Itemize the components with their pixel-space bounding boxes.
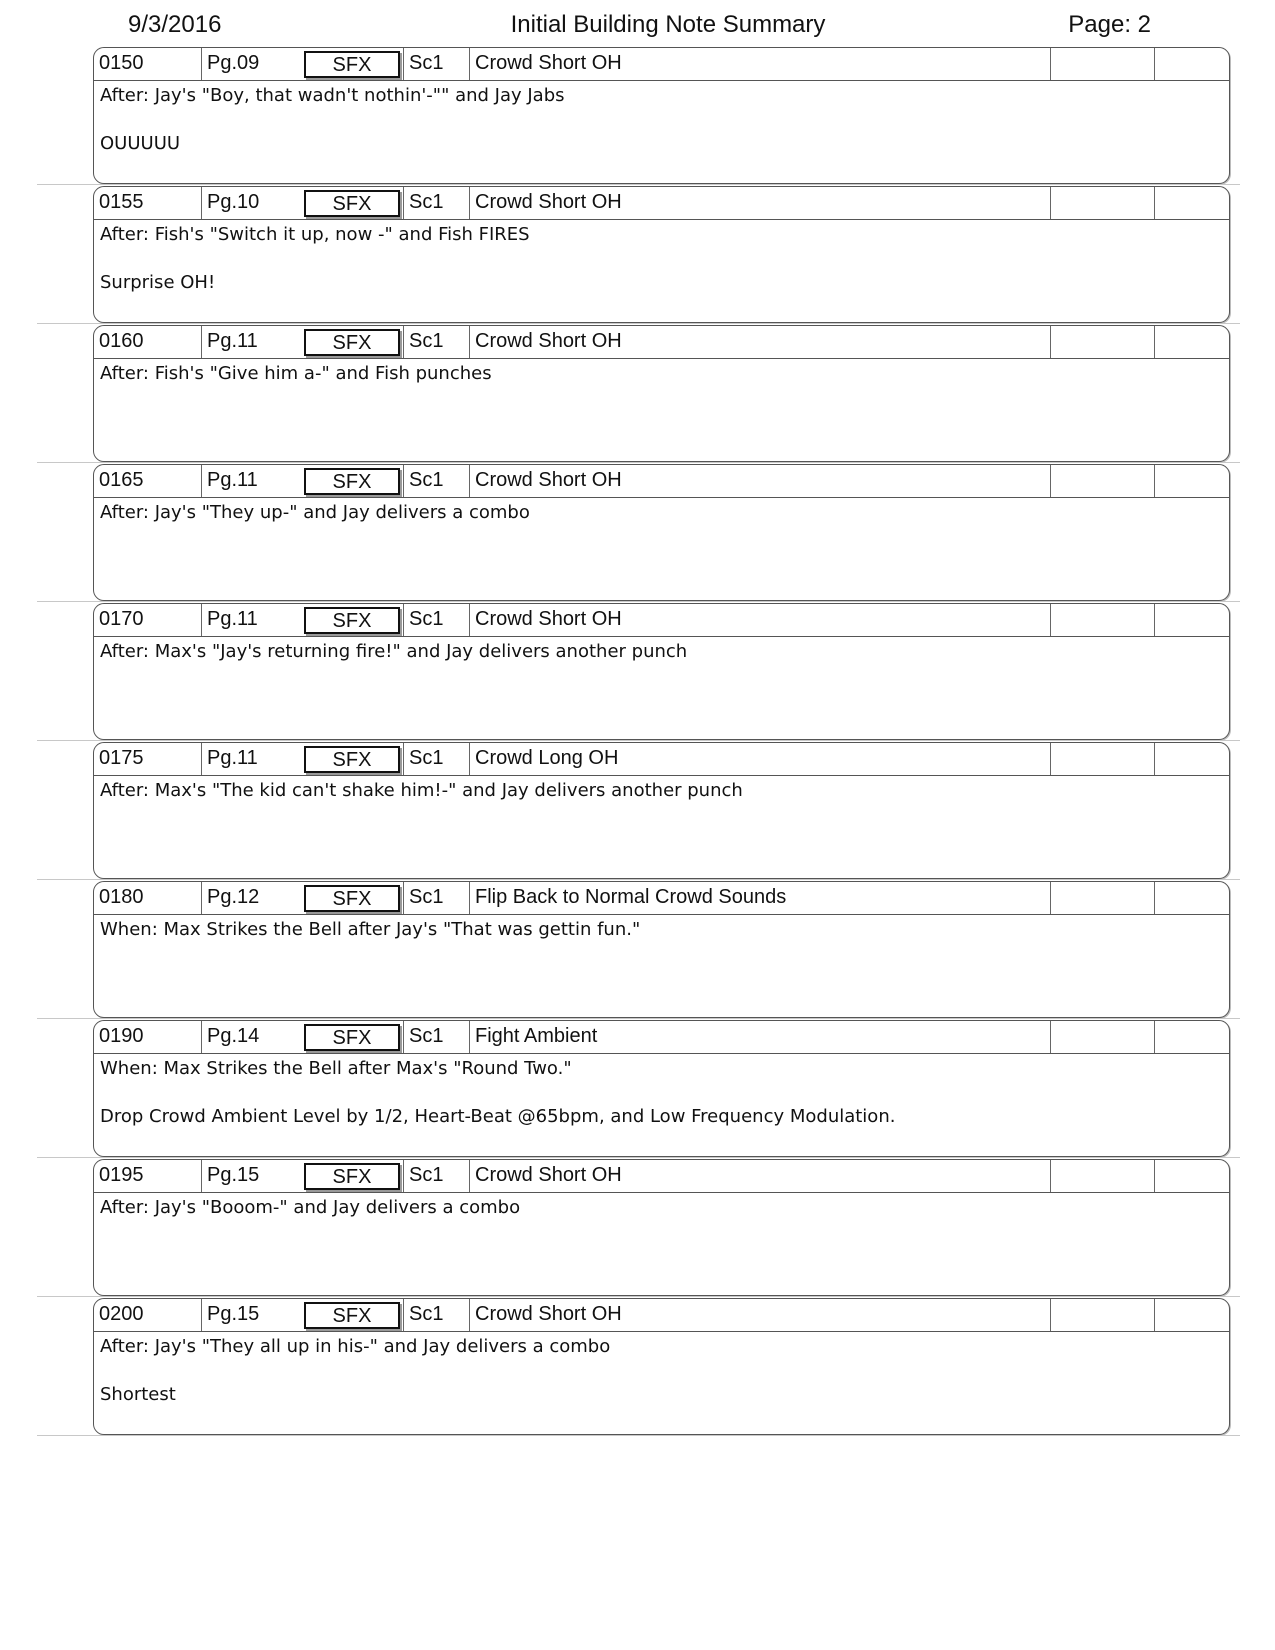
note-card	[93, 464, 1230, 601]
note-scene: Sc1	[403, 326, 470, 358]
note-card	[93, 1159, 1230, 1296]
note-extra-field-2	[1155, 1160, 1229, 1192]
note-header-row	[94, 1299, 1229, 1332]
note-description: Crowd Short OH	[470, 326, 1051, 358]
note-scene: Sc1	[403, 1160, 470, 1192]
note-extra-field-1	[1051, 743, 1155, 775]
note-page: Pg.11	[207, 469, 258, 491]
note-type-badge: SFX	[304, 607, 400, 634]
row-separator	[37, 601, 1240, 602]
note-card	[93, 603, 1230, 740]
note-number: 0190	[94, 1021, 202, 1053]
note-body	[94, 1193, 1229, 1268]
note-extra-field-2	[1155, 326, 1229, 358]
note-header-row	[94, 465, 1229, 498]
note-header-row	[94, 48, 1229, 81]
note-detail-text	[100, 966, 1229, 990]
note-description: Fight Ambient	[470, 1021, 1051, 1053]
note-cue-text: After: Max's "Jay's returning fire!" and Jay delivers another punch	[100, 641, 688, 662]
note-detail-text	[100, 549, 1229, 573]
note-body	[94, 1054, 1229, 1129]
row-separator	[37, 1296, 1240, 1297]
note-extra-field-2	[1155, 743, 1229, 775]
report-date: 9/3/2016	[128, 11, 222, 38]
note-page: Pg.11	[207, 608, 258, 630]
note-extra-field-2	[1155, 882, 1229, 914]
note-spacer	[100, 1081, 1229, 1105]
note-header-row	[94, 326, 1229, 359]
note-page: Pg.09	[207, 52, 260, 74]
note-detail-text: Surprise OH!	[100, 272, 216, 293]
note-detail-text: OUUUUU	[100, 133, 181, 154]
note-scene: Sc1	[403, 1299, 470, 1331]
note-description: Crowd Short OH	[470, 604, 1051, 636]
note-card	[93, 1298, 1230, 1435]
note-page: Pg.15	[207, 1164, 260, 1186]
note-scene: Sc1	[403, 743, 470, 775]
note-detail-text	[100, 827, 1229, 851]
note-page: Pg.10	[207, 191, 260, 213]
row-separator	[37, 1018, 1240, 1019]
note-type-badge: SFX	[304, 885, 400, 912]
note-body	[94, 776, 1229, 851]
note-body	[94, 915, 1229, 990]
note-description: Crowd Short OH	[470, 465, 1051, 497]
note-header-row	[94, 882, 1229, 915]
note-page: Pg.14	[207, 1025, 260, 1047]
note-cue-text: When: Max Strikes the Bell after Jay's "That was gettin fun."	[100, 919, 641, 940]
note-body	[94, 1332, 1229, 1407]
note-type-badge: SFX	[304, 1163, 400, 1190]
note-number: 0160	[94, 326, 202, 358]
row-separator	[37, 1157, 1240, 1158]
note-number: 0200	[94, 1299, 202, 1331]
note-type-badge: SFX	[304, 1302, 400, 1329]
note-spacer	[100, 386, 1229, 410]
note-extra-field-2	[1155, 187, 1229, 219]
note-extra-field-1	[1051, 326, 1155, 358]
note-header-row	[94, 1021, 1229, 1054]
note-page: Pg.11	[207, 330, 258, 352]
note-card	[93, 1020, 1230, 1157]
note-scene: Sc1	[403, 465, 470, 497]
note-page: Pg.12	[207, 886, 260, 908]
note-header-row	[94, 187, 1229, 220]
note-description: Flip Back to Normal Crowd Sounds	[470, 882, 1051, 914]
row-separator	[37, 1435, 1240, 1436]
note-page: Pg.11	[207, 747, 258, 769]
note-number: 0195	[94, 1160, 202, 1192]
note-type-badge: SFX	[304, 1024, 400, 1051]
note-extra-field-2	[1155, 1299, 1229, 1331]
note-cue-text: After: Fish's "Switch it up, now -" and Fish FIRES	[100, 224, 530, 245]
note-description: Crowd Short OH	[470, 1160, 1051, 1192]
note-card	[93, 47, 1230, 184]
note-extra-field-1	[1051, 187, 1155, 219]
note-type-badge: SFX	[304, 746, 400, 773]
note-spacer	[100, 664, 1229, 688]
note-scene: Sc1	[403, 1021, 470, 1053]
note-body	[94, 220, 1229, 295]
note-type-badge: SFX	[304, 51, 400, 78]
note-description: Crowd Short OH	[470, 187, 1051, 219]
note-header-row	[94, 604, 1229, 637]
note-extra-field-1	[1051, 1160, 1155, 1192]
note-card	[93, 186, 1230, 323]
note-scene: Sc1	[403, 604, 470, 636]
note-spacer	[100, 1359, 1229, 1383]
note-type-badge: SFX	[304, 468, 400, 495]
note-spacer	[100, 803, 1229, 827]
note-header-row	[94, 743, 1229, 776]
note-scene: Sc1	[403, 187, 470, 219]
note-type-badge: SFX	[304, 329, 400, 356]
note-body	[94, 637, 1229, 712]
note-spacer	[100, 108, 1229, 132]
note-number: 0180	[94, 882, 202, 914]
note-body	[94, 498, 1229, 573]
note-description: Crowd Short OH	[470, 1299, 1051, 1331]
note-cue-text: After: Jay's "They all up in his-" and Jay delivers a combo	[100, 1336, 611, 1357]
note-extra-field-2	[1155, 48, 1229, 80]
note-body	[94, 81, 1229, 156]
note-extra-field-2	[1155, 1021, 1229, 1053]
note-detail-text	[100, 688, 1229, 712]
note-number: 0165	[94, 465, 202, 497]
note-extra-field-2	[1155, 604, 1229, 636]
note-number: 0150	[94, 48, 202, 80]
note-detail-text: Drop Crowd Ambient Level by 1/2, Heart-Beat @65bpm, and Low Frequency Modulation.	[100, 1106, 896, 1127]
note-extra-field-1	[1051, 1021, 1155, 1053]
note-detail-text	[100, 1244, 1229, 1268]
note-detail-text: Shortest	[100, 1384, 176, 1405]
note-spacer	[100, 1220, 1229, 1244]
note-page: Pg.15	[207, 1303, 260, 1325]
row-separator	[37, 323, 1240, 324]
note-body	[94, 359, 1229, 434]
note-cue-text: After: Jay's "Boy, that wadn't nothin'-"" and Jay Jabs	[100, 85, 565, 106]
note-type-badge: SFX	[304, 190, 400, 217]
note-number: 0175	[94, 743, 202, 775]
note-cue-text: After: Jay's "Booom-" and Jay delivers a combo	[100, 1197, 521, 1218]
note-extra-field-1	[1051, 1299, 1155, 1331]
note-card	[93, 325, 1230, 462]
row-separator	[37, 184, 1240, 185]
note-scene: Sc1	[403, 882, 470, 914]
note-spacer	[100, 942, 1229, 966]
note-number: 0155	[94, 187, 202, 219]
note-extra-field-2	[1155, 465, 1229, 497]
note-detail-text	[100, 410, 1229, 434]
note-number: 0170	[94, 604, 202, 636]
note-card	[93, 742, 1230, 879]
note-extra-field-1	[1051, 882, 1155, 914]
note-spacer	[100, 247, 1229, 271]
note-extra-field-1	[1051, 48, 1155, 80]
report-title: Initial Building Note Summary	[510, 11, 826, 38]
note-cue-text: When: Max Strikes the Bell after Max's "Round Two."	[100, 1058, 572, 1079]
note-cue-text: After: Jay's "They up-" and Jay delivers a combo	[100, 502, 530, 523]
page-number: Page: 2	[1068, 11, 1151, 38]
note-description: Crowd Short OH	[470, 48, 1051, 80]
note-description: Crowd Long OH	[470, 743, 1051, 775]
row-separator	[37, 879, 1240, 880]
note-extra-field-1	[1051, 604, 1155, 636]
note-header-row	[94, 1160, 1229, 1193]
note-cue-text: After: Max's "The kid can't shake him!-" and Jay delivers another punch	[100, 780, 743, 801]
note-card	[93, 881, 1230, 1018]
row-separator	[37, 462, 1240, 463]
row-separator	[37, 740, 1240, 741]
note-spacer	[100, 525, 1229, 549]
note-extra-field-1	[1051, 465, 1155, 497]
note-cue-text: After: Fish's "Give him a-" and Fish punches	[100, 363, 492, 384]
note-scene: Sc1	[403, 48, 470, 80]
